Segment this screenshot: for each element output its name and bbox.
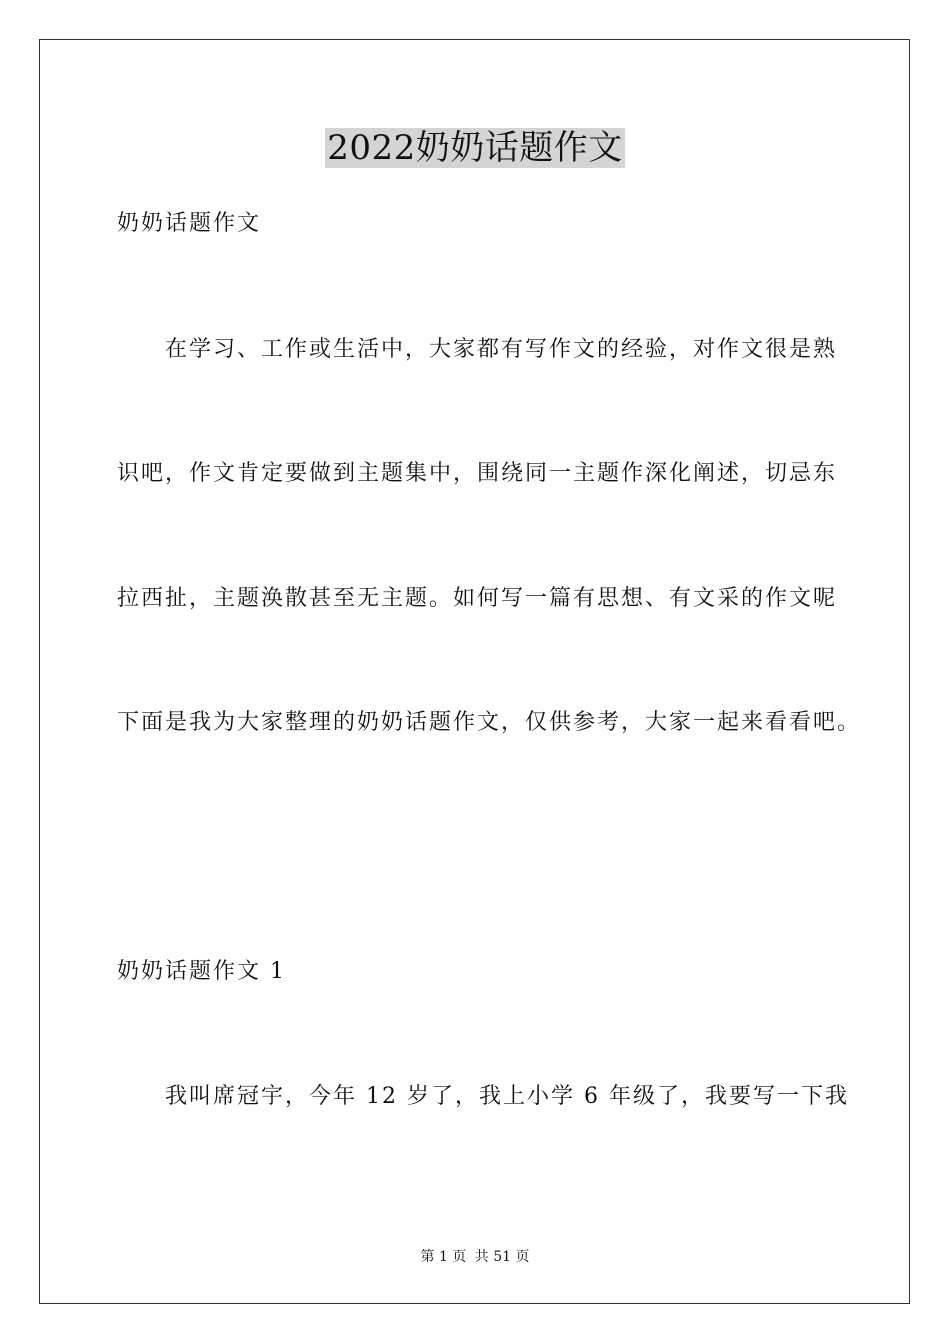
page-number: 第 1 页 [420, 1249, 467, 1265]
intro-line-1: 在学习、工作或生活中，大家都有写作文的经验，对作文很是熟 [165, 337, 838, 362]
subtitle: 奶奶话题作文 [117, 211, 262, 236]
document-title: 2022奶奶话题作文 [327, 128, 623, 168]
intro-line-4: 下面是我为大家整理的奶奶话题作文，仅供参考，大家一起来看看吧。 [117, 710, 862, 735]
title-container [0, 128, 950, 168]
page-total: 共 51 页 [474, 1249, 530, 1265]
page-footer [0, 1247, 950, 1267]
intro-line-2: 识吧，作文肯定要做到主题集中，围绕同一主题作深化阐述，切忌东 [117, 461, 838, 486]
section-body-line: 我叫席冠宇，今年 12 岁了，我上小学 6 年级了，我要写一下我 [165, 1084, 849, 1109]
section-heading: 奶奶话题作文 1 [117, 959, 286, 984]
intro-line-3: 拉西扯，主题涣散甚至无主题。如何写一篇有思想、有文采的作文呢 [117, 586, 838, 611]
